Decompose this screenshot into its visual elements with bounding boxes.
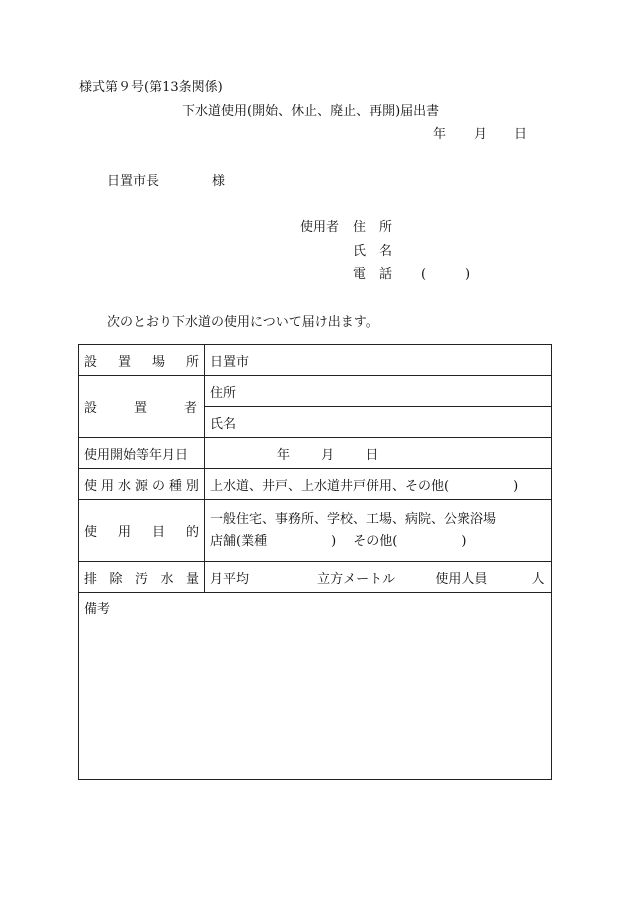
water-source-field[interactable]: [205, 469, 552, 500]
row-water-source: [79, 469, 552, 500]
installer-address-field[interactable]: [205, 376, 552, 407]
location-value[interactable]: 日置市: [205, 345, 552, 376]
applicant-address-char1: 住: [353, 220, 367, 235]
purpose-label-char: 的: [185, 525, 199, 540]
discharge-label-char: 排: [84, 571, 98, 587]
water-source-label-char: 水: [117, 478, 131, 494]
purpose-shop-paren-close: ): [331, 533, 337, 549]
row-location: [79, 345, 552, 376]
purpose-other-label: その他(: [353, 533, 398, 549]
applicant-address-char2: 所: [379, 220, 393, 235]
purpose-label-char: 使: [84, 525, 98, 540]
date-month-label: 月: [474, 127, 488, 142]
row-purpose: [79, 500, 552, 562]
water-source-label-char: 用: [100, 478, 114, 494]
applicant-name-char2: 名: [379, 244, 393, 259]
form-number: 様式第９号(第13条関係): [79, 80, 223, 95]
applicant-name-char1: 氏: [353, 244, 367, 259]
discharge-label-char: 汚: [134, 571, 148, 587]
water-source-label: [79, 469, 205, 500]
installer-label-char: 設: [84, 401, 98, 416]
start-date-label: 使用開始等年月日: [79, 438, 205, 469]
purpose-label-char: 目: [151, 525, 165, 540]
start-date-year: 年: [277, 447, 291, 463]
discharge-monthly-avg: 月平均: [210, 571, 250, 587]
notification-form-table: [78, 344, 552, 780]
installer-address-label: 住所: [210, 385, 237, 401]
installer-name-label: 氏名: [210, 416, 237, 432]
installer-name-field[interactable]: [205, 407, 552, 438]
purpose-field[interactable]: [205, 500, 552, 562]
discharge-person-unit: 人: [531, 571, 545, 587]
applicant-phone-paren-open: (: [421, 267, 427, 282]
date-year-label: 年: [433, 127, 447, 142]
discharge-field[interactable]: [205, 562, 552, 593]
start-date-month: 月: [321, 447, 335, 463]
purpose-label: [79, 500, 205, 562]
addressee-honorific: 様: [212, 174, 226, 189]
water-source-label-char: 別: [185, 478, 199, 494]
water-source-label-char: 源: [134, 478, 148, 494]
document-title: 下水道使用(開始、休止、廃止、再開)届出書: [182, 104, 440, 119]
purpose-options-line1: 一般住宅、事務所、学校、工場、病院、公衆浴場: [210, 511, 497, 527]
date-day-label: 日: [514, 127, 528, 142]
location-label-char: 置: [117, 354, 131, 370]
installer-label-char: 者: [183, 401, 197, 416]
installer-label-char: 置: [133, 401, 147, 416]
location-label: [79, 345, 205, 376]
discharge-label-char: 除: [109, 571, 123, 587]
start-date-day: 日: [365, 447, 379, 463]
purpose-other-paren-close: ): [461, 533, 467, 549]
discharge-label-char: 量: [185, 571, 199, 587]
applicant-phone-char2: 話: [379, 267, 393, 282]
location-label-char: 場: [151, 354, 165, 370]
water-source-label-char: 種: [168, 478, 182, 494]
start-date-field[interactable]: [205, 438, 552, 469]
addressee-name: 日置市長: [107, 174, 160, 189]
discharge-users-label: 使用人員: [435, 571, 488, 587]
row-notes: [79, 593, 552, 780]
location-label-char: 所: [185, 354, 199, 370]
notes-field[interactable]: [79, 593, 552, 780]
applicant-role-label: 使用者: [300, 220, 340, 235]
water-source-paren-close: ): [513, 478, 519, 494]
applicant-phone-char1: 電: [353, 267, 367, 282]
installer-label: [79, 376, 205, 438]
location-label-char: 設: [84, 354, 98, 370]
water-source-options: 上水道、井戸、上水道井戸併用、その他(: [210, 478, 450, 494]
water-source-label-char: の: [151, 478, 165, 494]
applicant-phone-paren-close: ): [465, 267, 471, 282]
discharge-label: [79, 562, 205, 593]
row-start-date: [79, 438, 552, 469]
statement-text: 次のとおり下水道の使用について届け出ます。: [107, 315, 379, 330]
discharge-label-char: 水: [160, 571, 174, 587]
water-source-label-char: 使: [84, 478, 98, 494]
purpose-shop-label: 店舗(業種: [210, 533, 268, 549]
purpose-options-line2: [210, 531, 551, 553]
purpose-label-char: 用: [117, 525, 131, 540]
discharge-cubic-meter: 立方メートル: [317, 571, 396, 587]
notes-label: 備考: [84, 602, 111, 617]
row-installer-address: [79, 376, 552, 407]
row-discharge: [79, 562, 552, 593]
